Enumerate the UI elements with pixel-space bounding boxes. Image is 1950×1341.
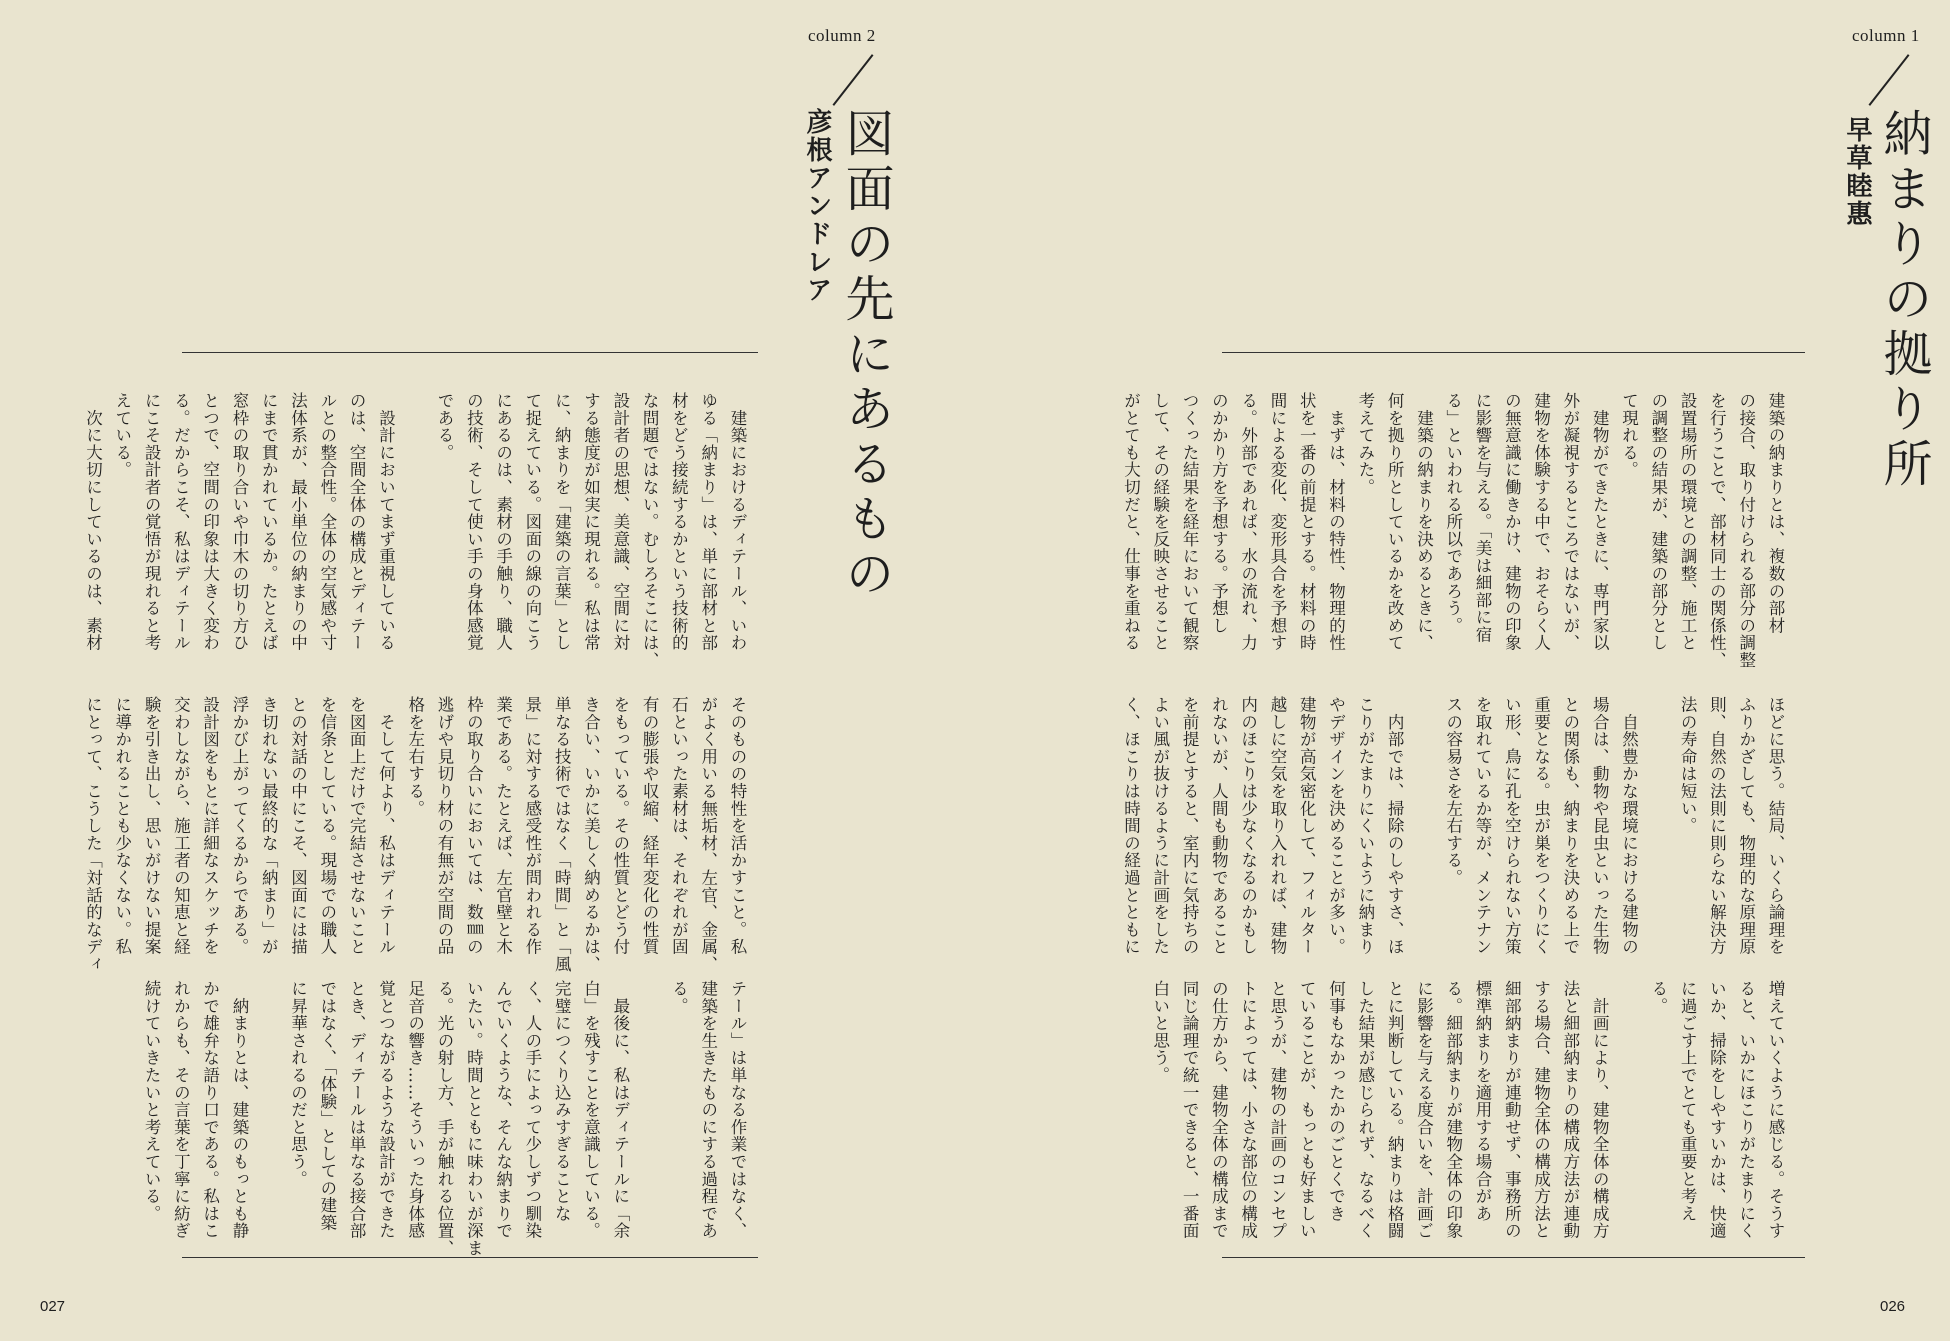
body-text-upper: 建築の納まりとは、複数の部材 の接合、取り付けられる部分の調整 を行うことで、部材同士の関係性、 設置場所の環境との調整、施工と の調整の結果が、建築の部分とし て現れる。 建物ができたときに、専門家以 外が凝視するところではないが、 建物を体験する中で、おそらく人 の無意識に働きかけ、建物の印象 に影響を与える。「美は細部に宿 る」といわれる所以であろう。 建築の納まりを決めるときに、 何を拠り所としているかを改めて 考えてみた。 まずは、材料の特性、物理的性 状を一番の前提とする。材料の時 間による変化、変形具合を予想す る。外部であれば、水の流れ、力 のかかり方を予想する。予想し つくった結果を経年において観察 して、その経験を反映させること がとても大切だと、仕事を重ねる [1121,392,1785,669]
column-label: column 1 [1852,26,1920,45]
author-name: 早草睦惠 [1842,116,1872,228]
column-title: 図面の先にあるもの [838,108,895,603]
column-title: 納まりの拠り所 [1876,108,1933,493]
bottom-rule [1222,1257,1805,1258]
body-text-middle: ほどに思う。結局、いくら論理を ふりかざしても、物理的な原理原 則、自然の法則に則らない解決方 法の寿命は短い。 自然豊かな環境における建物の 場合は、動物や昆虫といった生物 との関係も、納まりを決める上で 重要となる。虫が巣をつくりにく い形、鳥に孔を空けられない方策 を取れているか等が、メンテナン スの容易さを左右する。 内部では、掃除のしやすさ、ほ こりがたまりにくいように納まり やデザインを決めることが多い。 建物が高気密化して、フィルター 越しに空気を取り入れれば、建物 内のほこりは少なくなるのかもし れないが、人間も動物であること を前提とすると、室内に気持ちの よい風が抜けるように計画をした く、ほこりは時間の経過とともに [1121,696,1785,956]
body-text-lower: テール」は単なる作業ではなく、 建築を生きたものにする過程であ る。 最後に、私はディテールに「余 白」を残すことを意識している。 完璧につくり込みすぎることな く、人の手によって少しずつ馴染 んでいくような、そんな納まりで いたい。時間とともに味わいが深ま る。光の射し方、手が触れる位置、 足音の響き……そういった身体感 覚とつながるような設計ができた とき、ディテールは単なる接合部 ではなく、「体験」としての建築 に昇華されるのだと思う。 納まりとは、建築のもっとも静 かで雄弁な語り口である。私はこ れからも、その言葉を丁寧に紡ぎ 続けていきたいと考えている。 [142,980,747,1257]
body-text-upper: 建築におけるディテール、いわ ゆる「納まり」は、単に部材と部 材をどう接続するかという技術的 な問題ではない。むしろそこには、 設計者の思想、美意識、空間に対 する態度が如実に現れる。私は常 に、納まりを「建築の言葉」とし て捉えている。図面の線の向こう にあるのは、素材の手触り、職人 の技術、そして使い手の身体感覚 である。 設計においてまず重視している のは、空間全体の構成とディテー ルとの整合性。全体の空気感や寸 法体系が、最小単位の納まりの中 にまで貫かれているか。たとえば 窓枠の取り合いや巾木の切り方ひ とつで、空間の印象は大きく変わ る。だからこそ、私はディテール にこそ設計者の覚悟が現れると考 えている。 次に大切にしているのは、素材 [83,392,747,669]
page-number: 026 [1880,1298,1906,1315]
top-rule [182,352,758,353]
title-slash [1869,54,1910,106]
body-text-lower: 増えていくように感じる。そうす ると、いかにほこりがたまりにく いか、掃除をしやすいかは、快適 に過ごす上でとても重要と考え る。 計画により、建物全体の構成方 法と細部納まりの構成方法が連動 する場合、建物全体の構成方法と 細部納まりが連動せず、事務所の 標準納まりを適用する場合があ る。細部納まりが建物全体の印象 に影響を与える度合いを、計画ご とに判断している。納まりは格闘 した結果が感じられず、なるべく 何事もなかったかのごとくでき ていることが、もっとも好ましい と思うが、建物の計画のコンセプ トによっては、小さな部位の構成 の仕方から、建物全体の構成まで 同じ論理で統一できると、一番面 白いと思う。 [1150,980,1785,1240]
column-label: column 2 [808,26,876,45]
author-name: 彦根アンドレア [802,108,832,304]
bottom-rule [182,1257,758,1258]
page-number: 027 [40,1298,66,1315]
body-text-middle: そのものの特性を活かすこと。私 がよく用いる無垢材、左官、金属、 石といった素材は、それぞれが固 有の膨張や収縮、経年変化の性質 をもっている。その性質とどう付 き合い、いかに美しく納めるかは、 単なる技術ではなく「時間」と「風 景」に対する感受性が問われる作 業である。たとえば、左官壁と木 枠の取り合いにおいては、数㎜の 逃げや見切り材の有無が空間の品 格を左右する。 そして何より、私はディテール を図面上だけで完結させないこと を信条としている。現場での職人 との対話の中にこそ、図面には描 き切れない最終的な「納まり」が 浮かび上がってくるからである。 設計図をもとに詳細なスケッチを 交わしながら、施工者の知恵と経 験を引き出し、思いがけない提案 に導かれることも少なくない。私 にとって、こうした「対話的なディ [83,696,747,973]
top-rule [1222,352,1805,353]
title-slash [833,54,874,106]
